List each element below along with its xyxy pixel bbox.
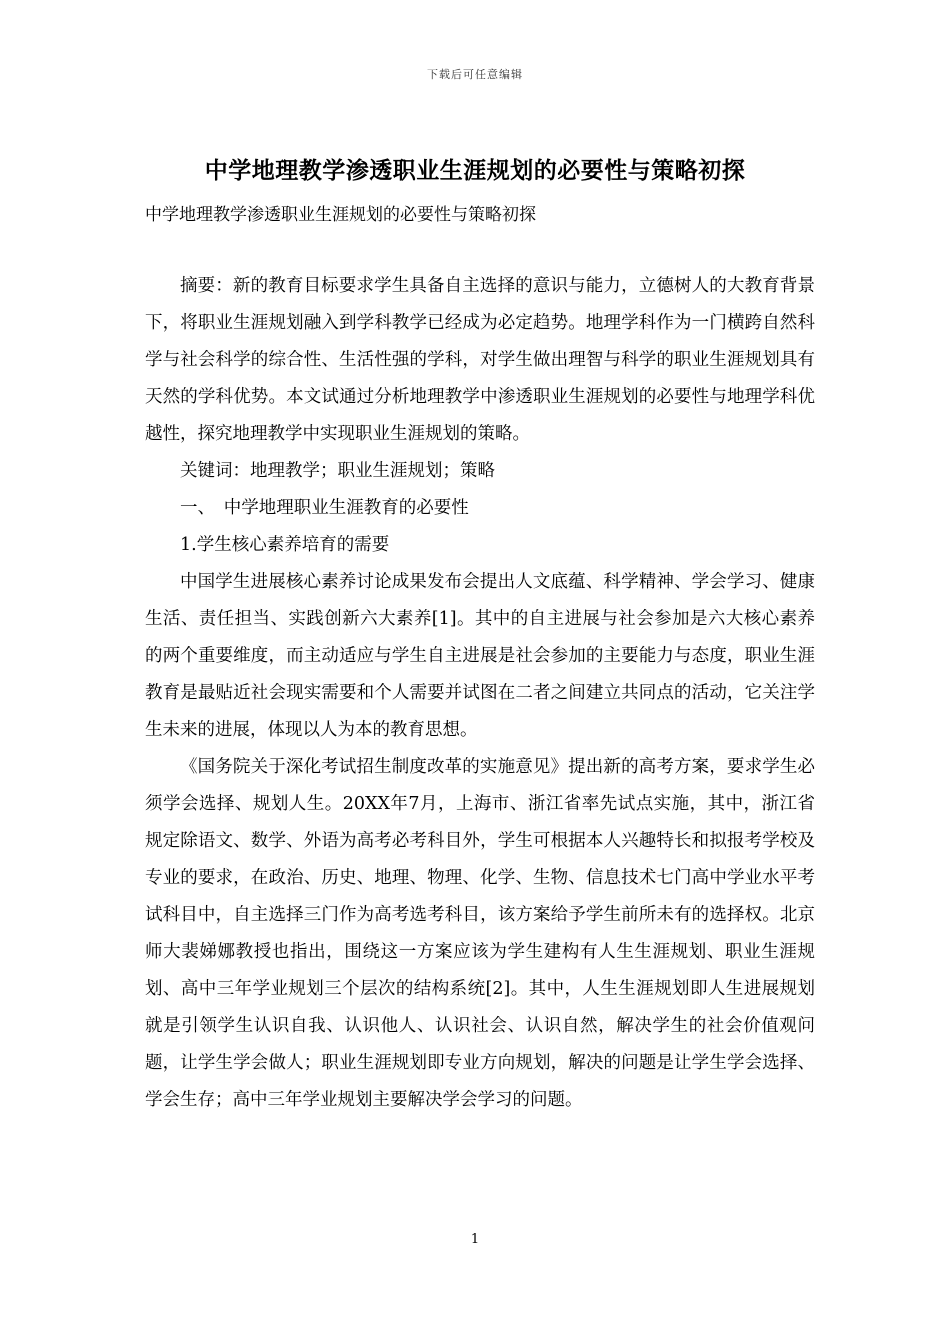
section-heading: 一、 中学地理职业生涯教育的必要性 (180, 498, 469, 518)
abstract-paragraph: 摘要：新的教育目标要求学生具备自主选择的意识与能力，立德树人的大教育背景下，将职业生涯规划融入到学科教学已经成为必定趋势。地理学科作为一门横跨自然科学与社会科学的综合性、生活性强的学科，对学生做出理智与科学的职业生涯规划具有天然的学科优势。本文试通过分析地理教学中渗透职业生涯规划的必要性与地理学科优越性，探究地理教学中实现职业生涯规划的策略。 (145, 276, 815, 444)
header-note: 下载后可任意编辑 (427, 68, 523, 81)
subsection-heading: 1.学生核心素养培育的需要 (180, 535, 390, 555)
body-paragraph: 中国学生进展核心素养讨论成果发布会提出人文底蕴、科学精神、学会学习、健康生活、责任担当、实践创新六大素养[1]。其中的自主进展与社会参加是六大核心素养的两个重要维度，而主动适应与学生自主进展是社会参加的主要能力与态度，职业生涯教育是最贴近社会现实需要和个人需要并试图在二者之间建立共同点的活动，它关注学生未来的进展，体现以人为本的教育思想。 (145, 572, 815, 740)
document-subtitle: 中学地理教学渗透职业生涯规划的必要性与策略初探 (145, 205, 536, 225)
document-body (145, 268, 815, 1119)
page-number: 1 (470, 1232, 480, 1247)
document-title: 中学地理教学渗透职业生涯规划的必要性与策略初探 (204, 157, 746, 184)
body-paragraph: 《国务院关于深化考试招生制度改革的实施意见》提出新的高考方案，要求学生必须学会选择、规划人生。20XX年7月，上海市、浙江省率先试点实施，其中，浙江省规定除语文、数学、外语为高考必考科目外，学生可根据本人兴趣特长和拟报考学校及专业的要求，在政治、历史、地理、物理、化学、生物、信息技术七门高中学业水平考试科目中，自主选择三门作为高考选考科目，该方案给予学生前所未有的选择权。北京师大裴娣娜教授也指出，围绕这一方案应该为学生建构有人生生涯规划、职业生涯规划、高中三年学业规划三个层次的结构系统[2]。其中，人生生涯规划即人生进展规划就是引领学生认识自我、认识他人、认识社会、认识自然，解决学生的社会价值观问题，让学生学会做人；职业生涯规划即专业方向规划，解决的问题是让学生学会选择、学会生存；高中三年学业规划主要解决学会学习的问题。 (145, 757, 815, 1110)
keywords-line: 关键词：地理教学；职业生涯规划；策略 (180, 461, 495, 481)
